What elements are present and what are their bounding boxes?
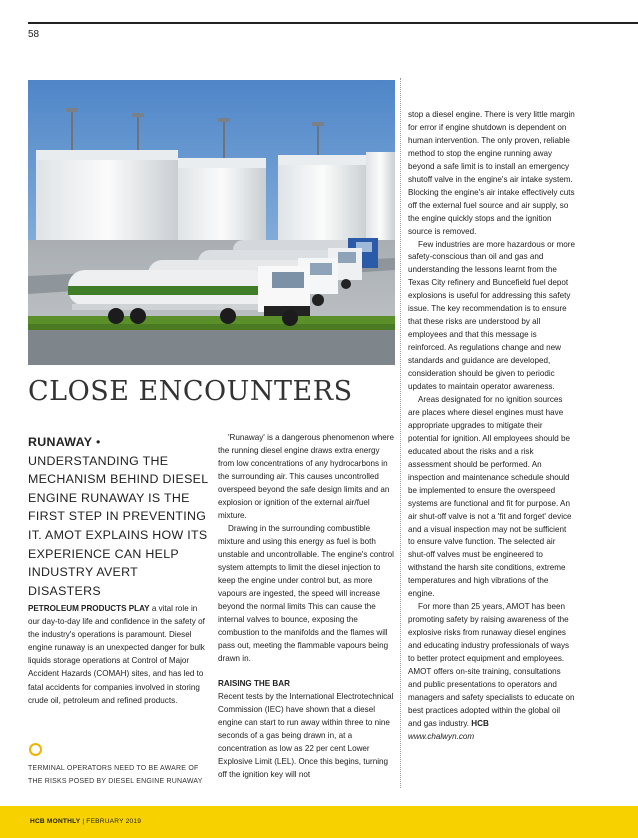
body-column-2	[218, 431, 397, 781]
sign-off: HCB	[469, 718, 489, 728]
page-number: 58	[28, 29, 40, 40]
tanker-trucks-photo	[28, 80, 395, 365]
col2-paragraph-1: 'Runaway' is a dangerous phenomenon where the running diesel engine draws extra energy from low concentrations of any hydrocarbons in the surrounding air. This causes uncontrolled overspeed beyond the safe design limits and an explosion or ignition of the external air/fuel mixture.	[218, 433, 394, 520]
article-headline: CLOSE ENCOUNTERS	[28, 376, 353, 407]
intro-paragraph	[28, 602, 206, 707]
column-divider	[400, 78, 401, 788]
intro-text: a vital role in our day-to-day life and confidence in the safety of the industry's operations is paramount. Diesel engine runaway is an unexpected danger for bulk liquids storage operations at Control of Major Accident Hazards (COMAH) sites, and has led to fatal accidents for companies involved in storing crude oil, petroleum and refined products.	[28, 604, 205, 705]
body-column-3	[408, 109, 575, 744]
col2-subhead: RAISING THE BAR	[218, 679, 290, 688]
footer-separator: |	[80, 818, 87, 825]
intro-lead: PETROLEUM PRODUCTS PLAY	[28, 604, 150, 613]
col3-paragraph-4-text: For more than 25 years, AMOT has been promoting safety by raising awareness of the explosive risks from runaway diesel engines and educating industry professionals of ways to better protect equipment and employees. AMOT offers on-site training, consultations and public presentations to operators and managers and safety specialists to educate on best practices adopted within the global oil and gas industry.	[408, 602, 575, 728]
footer-brand: HCB MONTHLY	[30, 818, 81, 825]
article-deck	[28, 433, 208, 600]
col2-paragraph-3: Recent tests by the International Electrotechnical Commission (IEC) have shown that a diesel engine can start to run away within three to nine seconds of a gas being drawn in, at a concentration as low as 22 per cent Lower Explosive Limit (LEL). Once this begins, turning off the ignition key will not	[218, 692, 394, 779]
col3-paragraph-2: Few industries are more hazardous or more safety-conscious than oil and gas and understanding the lessons learnt from the Texas City refinery and Buncefield fuel depot explosions is useful for addressing this safety issue. The key recommendation is to ensure that these risks are understood by all employees and that this message is reinforced. As regulations change and new standards and guidance are developed, consideration should be given to periodic updates to maintain operator awareness.	[408, 239, 575, 392]
deck-separator: •	[92, 435, 101, 449]
footer-issue: FEBRUARY 2019	[86, 818, 142, 825]
col2-paragraph-2: Drawing in the surrounding combustible mixture and using this energy as fuel is both unstable and uncontrollable. The engine's control system attempts to limit the diesel injection to keep the engine under control but, as more vapours are ingested, the speed will increase beyond the normal limits This can cause the internal valves to bounce, exposing the combustion to the manifolds and the flames will pass out, meeting the flammable vapours being drawn in.	[218, 524, 394, 663]
website-link[interactable]: www.chalwyn.com	[408, 731, 475, 741]
col3-paragraph-4	[408, 601, 575, 731]
col3-paragraph-3: Areas designated for no ignition sources are places where diesel engines must have appropriate upgrades to mitigate their potential for ignition. All employees should be educated about the risks and a risk assessment should be performed. An inspection and maintenance schedule should be implemented to ensure the overspeed systems are functional and fit for purpose. An air shut-off valve is not a 'fit and forget' device and a visual inspection may not be sufficient to ensure valve function. The selected air shut-off valves must be engineered to withstand the harsh site conditions, extreme temperatures and high vibrations of the engine.	[408, 394, 572, 599]
col3-paragraph-1: stop a diesel engine. There is very little margin for error if engine shutdown is dependent on human intervention. The only proven, reliable method to stop the engine running away beyond a safe limit is to install an emergency shutoff valve in the engine's air intake system. Blocking the engine's air intake effectively cuts off the external fuel source and air supply, so the engine quickly stops and the ignition source is removed.	[408, 110, 575, 236]
deck-kicker: RUNAWAY	[28, 435, 93, 449]
top-rule	[28, 22, 638, 24]
caption-circle-icon	[29, 743, 42, 756]
footer-text	[30, 818, 141, 825]
deck-text: UNDERSTANDING THE MECHANISM BEHIND DIESEL ENGINE RUNAWAY IS THE FIRST STEP IN PREVENTING IT. AMOT EXPLAINS HOW ITS EXPERIENCE CAN HELP INDUSTRY AVERT DISASTERS	[28, 453, 208, 598]
photo-caption: TERMINAL OPERATORS NEED TO BE AWARE OF THE RISKS POSED BY DIESEL ENGINE RUNAWAY	[28, 765, 203, 785]
